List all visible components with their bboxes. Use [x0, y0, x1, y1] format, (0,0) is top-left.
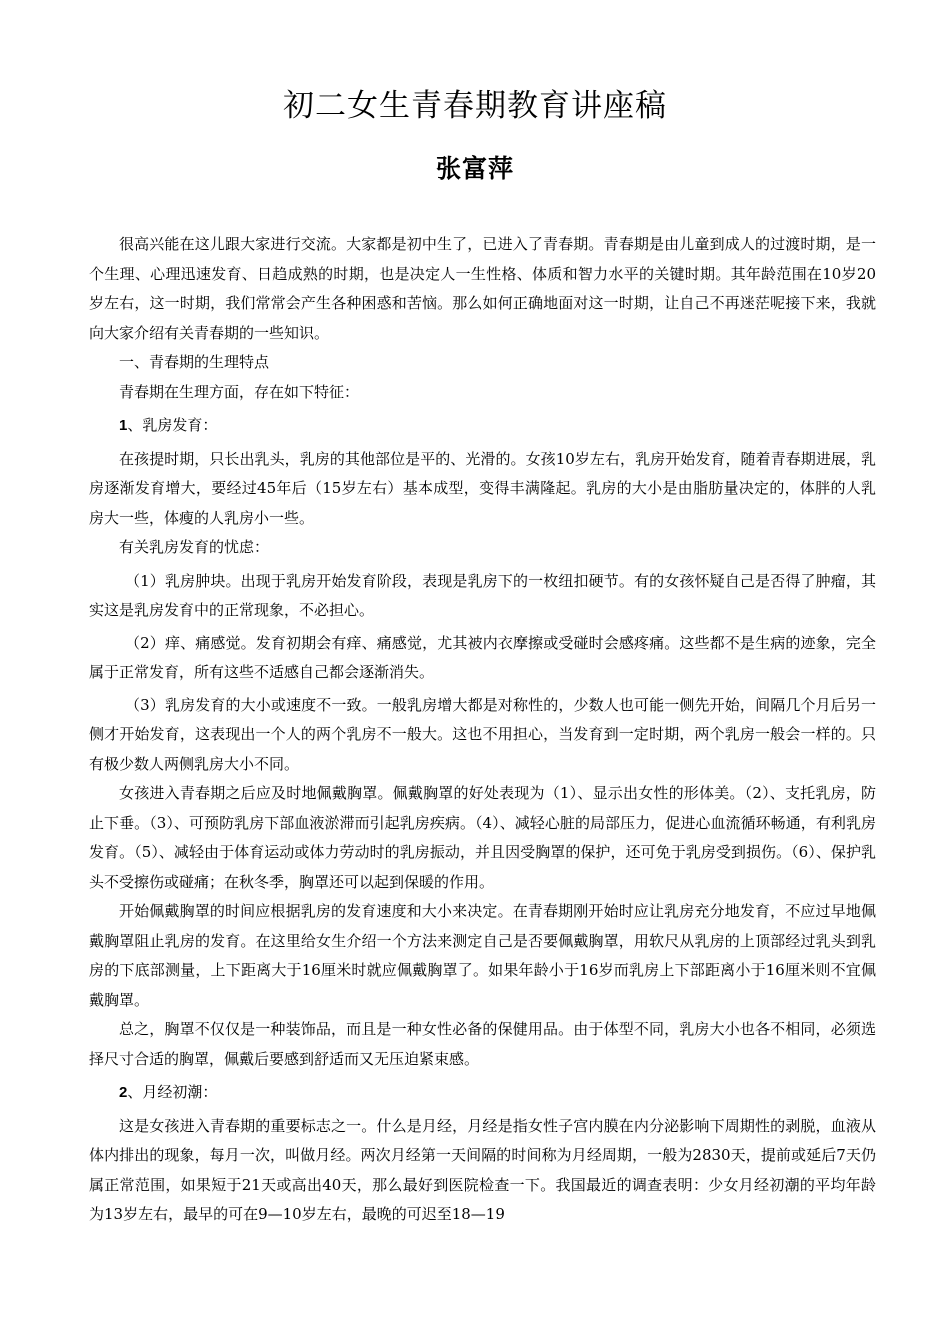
worry-itch-pain: （2）痒、痛感觉。发育初期会有痒、痛感觉，尤其被内衣摩擦或受碰时会感疼痛。这些都不是生病的迹象，完全属于正常发育，所有这些不适感自己都会逐渐消失。: [89, 633, 876, 681]
item-heading-menarche: [89, 1078, 876, 1108]
document-body: [89, 230, 876, 1230]
author-name: 张富萍: [435, 154, 514, 183]
item-heading-breast: [89, 411, 876, 441]
item-number: 2: [119, 1084, 128, 1101]
item-number: 1: [119, 417, 128, 434]
intro-paragraph: 很高兴能在这儿跟大家进行交流。大家都是初中生了，已进入了青春期。青春期是由儿童到成人的过渡时期，是一个生理、心理迅速发育、日趋成熟的时期，也是决定人一生性格、体质和智力水平的关键时期。其年龄范围在10岁20岁左右，这一时期，我们常常会产生各种困惑和苦恼。那么如何正确地面对这一时期，让自己不再迷茫呢接下来，我就向大家介绍有关青春期的一些知识。: [89, 235, 876, 342]
bra-summary-paragraph: 总之，胸罩不仅仅是一种装饰品，而且是一种女性必备的保健用品。由于体型不同，乳房大小也各不相同，必须选择尺寸合适的胸罩，佩戴后要感到舒适而又无压迫紧束感。: [89, 1020, 876, 1068]
worry-asymmetry: （3）乳房发育的大小或速度不一致。一般乳房增大都是对称性的，少数人也可能一侧先开始，间隔几个月后另一侧才开始发育，这表现出一个人的两个乳房不一般大。这也不用担心，当发育到一定时期，两个乳房一般会一样的。只有极少数人两侧乳房大小不同。: [89, 695, 876, 773]
item-label: 、月经初潮：: [127, 1083, 218, 1101]
section-heading: 一、青春期的生理特点: [119, 353, 270, 371]
worries-lead: 有关乳房发育的忧虑：: [119, 538, 270, 556]
item-label: 、乳房发育：: [127, 416, 218, 434]
section-lead: 青春期在生理方面，存在如下特征：: [119, 382, 360, 401]
bra-timing-paragraph: 开始佩戴胸罩的时间应根据乳房的发育速度和大小来决定。在青春期刚开始时应让乳房充分地发育，不应过早地佩戴胸罩阻止乳房的发育。在这里给女生介绍一个方法来测定自己是否要佩戴胸罩，用软尺从乳房的上顶部经过乳头到乳房的下底部测量，上下距离大于16厘米时就应佩戴胸罩了。如果年龄小于16岁而乳房上下部距离小于16厘米则不宜佩戴胸罩。: [89, 902, 876, 1009]
worry-lump: （1）乳房肿块。出现于乳房开始发育阶段，表现是乳房下的一枚纽扣硬节。有的女孩怀疑自己是否得了肿瘤，其实这是乳房发育中的正常现象，不必担心。: [89, 571, 876, 619]
document-title: 初二女生青春期教育讲座稿: [283, 88, 667, 124]
bra-benefits-paragraph: 女孩进入青春期之后应及时地佩戴胸罩。佩戴胸罩的好处表现为（1）、显示出女性的形体美。（2）、支托乳房，防止下垂。（3）、可预防乳房下部血液淤滞而引起乳房疾病。（4）、减轻心脏的局部压力，促进心血流循环畅通，有利乳房发育。（5）、减轻由于体育运动或体力劳动时的乳房振动，并且因受胸罩的保护，还可免于乳房受到损伤。（6）、保护乳头不受擦伤或碰痛；在秋冬季，胸罩还可以起到保暖的作用。: [89, 784, 876, 891]
breast-development-paragraph: 在孩提时期，只长出乳头，乳房的其他部位是平的、光滑的。女孩10岁左右，乳房开始发育，随着青春期进展，乳房逐渐发育增大，要经过45年后（15岁左右）基本成型，变得丰满隆起。乳房的大小是由脂肪量决定的，体胖的人乳房大一些，体瘦的人乳房小一些。: [89, 449, 876, 527]
menarche-paragraph: 这是女孩进入青春期的重要标志之一。什么是月经，月经是指女性子宫内膜在内分泌影响下周期性的剥脱，血液从体内排出的现象，每月一次，叫做月经。两次月经第一天间隔的时间称为月经周期，一般为2830天，提前或延后7天仍属正常范围，如果短于21天或高出40天，那么最好到医院检查一下。我国最近的调查表明：少女月经初潮的平均年龄为13岁左右，最早的可在9—10岁左右，最晚的可迟至18—19: [89, 1116, 876, 1223]
